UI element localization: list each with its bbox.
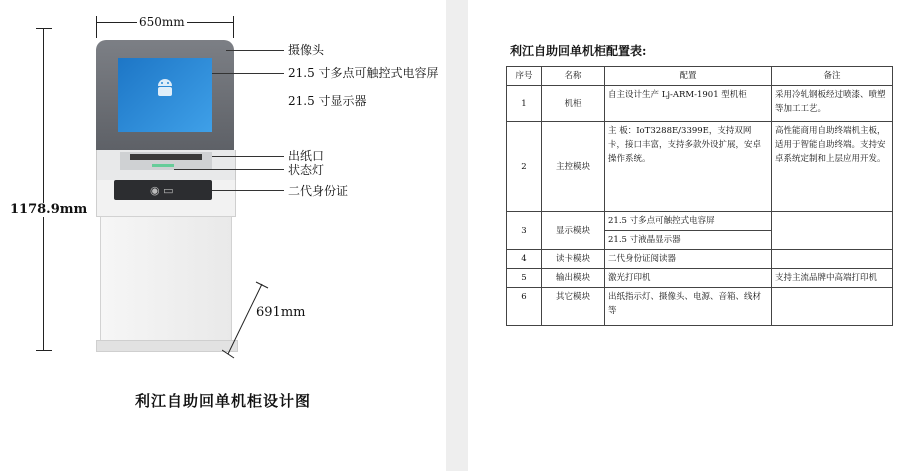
row-config-secondary: 21.5 寸液晶显示器 — [605, 231, 772, 250]
height-dimension: 1178.9mm — [10, 202, 88, 217]
callout-line-idcard — [212, 190, 284, 191]
callout-touchscreen: 21.5 寸多点可触控式电容屏 — [288, 66, 439, 80]
header-no: 序号 — [507, 67, 542, 86]
height-tick-top — [36, 28, 52, 29]
depth-dimension: 691mm — [256, 305, 306, 320]
row-config: 出纸指示灯、摄像头、电源、音箱、线材等 — [605, 288, 772, 326]
row-note — [772, 212, 893, 250]
depth-dimension-line — [222, 280, 272, 360]
status-light — [152, 164, 174, 167]
row-config: 二代身份证阅读器 — [605, 250, 772, 269]
callout-id-card: 二代身份证 — [288, 184, 349, 198]
row-note: 采用冷轧钢板经过喷漆、喷塑等加工工艺。 — [772, 86, 893, 122]
row-no: 4 — [507, 250, 542, 269]
width-dimension: 650mm — [139, 15, 185, 29]
callout-line-camera — [226, 50, 284, 51]
paper-slot — [130, 154, 202, 160]
row-note: 高性能商用自助终端机主板，适用于智能自助终端。支持安卓系统定制和上层应用开发。 — [772, 122, 893, 212]
row-no: 6 — [507, 288, 542, 326]
table-row — [507, 86, 893, 122]
height-dimension-line — [43, 28, 44, 350]
row-note — [772, 250, 893, 269]
callout-display: 21.5 寸显示器 — [288, 94, 367, 108]
row-config: 自主设计生产 Lj-ARM-1901 型机柜 — [605, 86, 772, 122]
table-row — [507, 212, 893, 231]
header-note: 备注 — [772, 67, 893, 86]
callout-camera: 摄像头 — [288, 43, 325, 57]
callout-line-touchscreen — [212, 73, 284, 74]
page-gutter — [446, 0, 468, 471]
width-tick-right — [233, 16, 234, 38]
design-caption: 利江自助回单机柜设计图 — [134, 392, 311, 410]
width-tick-left — [96, 16, 97, 38]
config-table-title: 利江自助回单机柜配置表: — [510, 44, 647, 58]
table-header-row — [507, 67, 893, 86]
kiosk-pedestal — [100, 216, 232, 342]
row-name: 主控模块 — [542, 122, 605, 212]
row-no: 2 — [507, 122, 542, 212]
row-no: 3 — [507, 212, 542, 250]
header-config: 配置 — [605, 67, 772, 86]
nfc-icon: ◉ ▭ — [150, 184, 174, 197]
row-config: 主 板：IoT3288E/3399E，支持双网卡，接口丰富，支持多款外设扩展，安卓操作系统。 — [605, 122, 772, 212]
row-name: 显示模块 — [542, 212, 605, 250]
callout-line-status — [174, 169, 284, 170]
table-row — [507, 250, 893, 269]
row-config: 激光打印机 — [605, 269, 772, 288]
table-row — [507, 122, 893, 212]
header-name: 名称 — [542, 67, 605, 86]
table-row — [507, 288, 893, 326]
row-note — [772, 288, 893, 326]
row-note: 支持主流品牌中高端打印机 — [772, 269, 893, 288]
row-name: 输出模块 — [542, 269, 605, 288]
row-no: 5 — [507, 269, 542, 288]
row-no: 1 — [507, 86, 542, 122]
table-row — [507, 269, 893, 288]
callout-status-light: 状态灯 — [288, 163, 325, 177]
design-page — [0, 0, 446, 471]
row-name: 其它模块 — [542, 288, 605, 326]
config-table — [506, 66, 893, 326]
android-icon — [150, 72, 180, 102]
callout-paper-outlet: 出纸口 — [288, 149, 325, 163]
height-tick-bottom — [36, 350, 52, 351]
row-config: 21.5 寸多点可触控式电容屏 — [605, 212, 772, 231]
row-name: 读卡模块 — [542, 250, 605, 269]
row-name: 机柜 — [542, 86, 605, 122]
kiosk-base — [96, 340, 238, 352]
callout-line-outlet — [212, 156, 284, 157]
